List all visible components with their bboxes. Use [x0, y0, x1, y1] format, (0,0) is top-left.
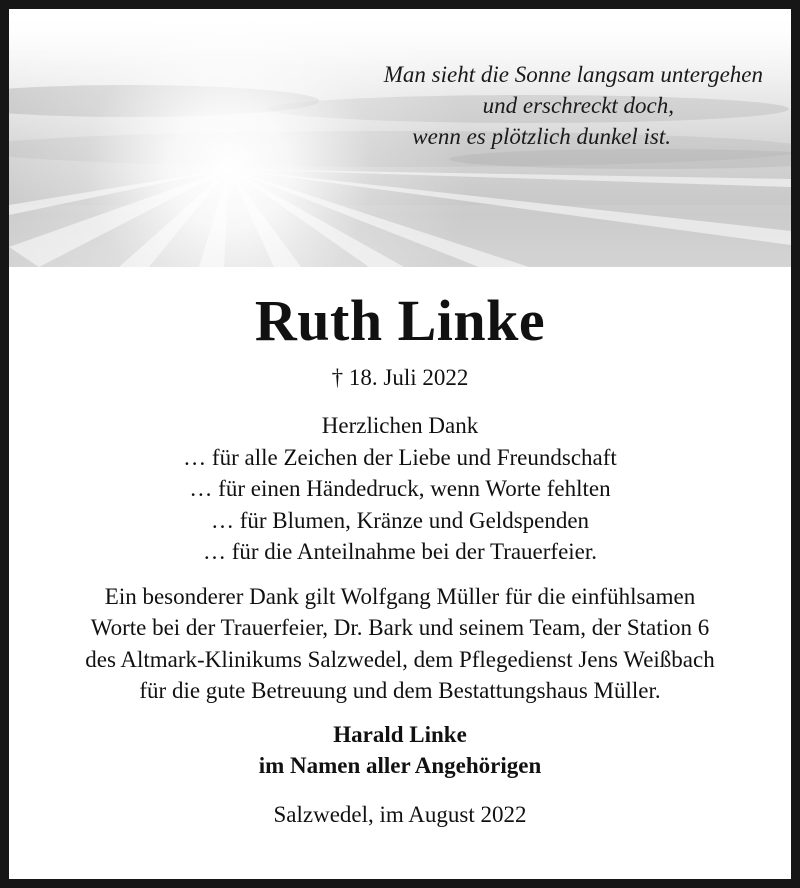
- thanks-item: … für alle Zeichen der Liebe und Freundschaft: [183, 444, 617, 470]
- poem-quote: [243, 59, 763, 152]
- special-thanks-line: des Altmark-Klinikums Salzwedel, dem Pflegedienst Jens Weißbach: [85, 646, 715, 672]
- poem-line: Man sieht die Sonne langsam untergehen: [383, 62, 763, 87]
- sunset-banner-image: [9, 9, 791, 267]
- special-thanks-line: Worte bei der Trauerfeier, Dr. Bark und seinem Team, der Station 6: [90, 615, 710, 640]
- place-and-date: Salzwedel, im August 2022: [273, 801, 527, 827]
- poem-line: wenn es plötzlich dunkel ist.: [412, 124, 671, 149]
- death-date: † 18. Juli 2022: [331, 365, 469, 390]
- thanks-item: … für einen Händedruck, wenn Worte fehlten: [189, 476, 611, 501]
- special-thanks-line: Ein besonderer Dank gilt Wolfgang Müller für die einfühlsamen: [104, 583, 696, 609]
- deceased-name: Ruth Linke: [254, 288, 546, 353]
- signer-role: im Namen aller Angehörigen: [258, 753, 542, 778]
- thanks-item: … für die Anteilnahme bei der Trauerfeier.: [202, 539, 598, 564]
- special-thanks-paragraph: [9, 581, 791, 707]
- notice-body: [9, 267, 791, 830]
- thanks-heading: Herzlichen Dank: [321, 413, 479, 438]
- poem-line: und erschreckt doch,: [482, 93, 674, 118]
- signature-block: [9, 719, 791, 782]
- thanks-section: [9, 410, 791, 568]
- special-thanks-line: für die gute Betreuung und dem Bestattungshaus Müller.: [139, 678, 661, 703]
- thanks-item: … für Blumen, Kränze und Geldspenden: [210, 507, 590, 533]
- signer-name: Harald Linke: [333, 721, 467, 747]
